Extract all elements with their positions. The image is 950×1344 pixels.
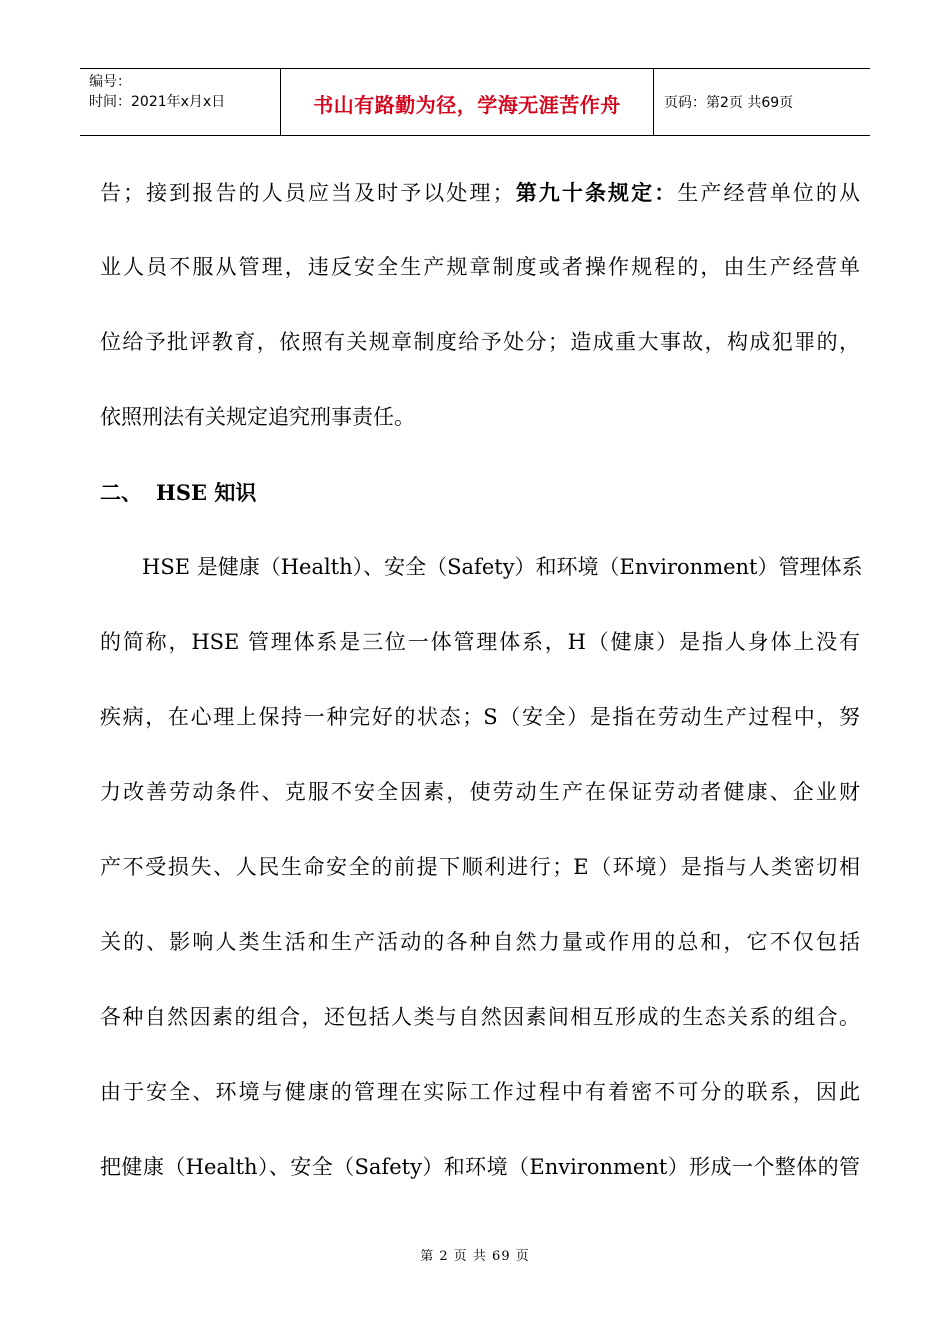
section-heading <box>100 455 860 530</box>
paragraph-line: 业人员不服从管理，违反安全生产规章制度或者操作规程的，由生产经营单 <box>100 255 860 279</box>
paragraph-line: 把健康（Health）、安全（Safety）和环境（Environment）形成一个整体的管 <box>100 1155 860 1179</box>
document-date-label: 时间：2021年x月x日 <box>89 94 226 110</box>
paragraph-line: 关的、影响人类生活和生产活动的各种自然力量或作用的总和，它不仅包括 <box>100 930 860 954</box>
paragraph-line <box>100 155 860 230</box>
header-page-cell <box>654 69 870 135</box>
document-body <box>100 155 863 1205</box>
paragraph-line: 依照刑法有关规定追究刑事责任。 <box>100 405 415 429</box>
header-page-info: 页码：第2页 共69页 <box>664 95 794 111</box>
paragraph-line: HSE 是健康（Health）、安全（Safety）和环境（Environment）管理体系 <box>142 555 863 579</box>
text-run: 告；接到报告的人员应当及时予以处理； <box>100 181 514 205</box>
header-motto-cell <box>281 69 654 135</box>
paragraph-line: 各种自然因素的组合，还包括人类与自然因素间相互形成的生态关系的组合。 <box>100 1005 860 1029</box>
header-meta-cell <box>80 69 281 135</box>
header-motto: 书山有路勤为径，学海无涯苦作舟 <box>313 92 621 117</box>
page-footer: 第 2 页 共 69 页 <box>420 1249 530 1264</box>
paragraph-line: 的简称，HSE 管理体系是三位一体管理体系，H（健康）是指人身体上没有 <box>100 630 860 654</box>
paragraph-line: 疾病，在心理上保持一种完好的状态；S（安全）是指在劳动生产过程中，努 <box>100 705 860 729</box>
paragraph-line: 位给予批评教育，依照有关规章制度给予处分；造成重大事故，构成犯罪的， <box>100 330 860 354</box>
paragraph-line: 由于安全、环境与健康的管理在实际工作过程中有着密不可分的联系，因此 <box>100 1080 860 1104</box>
article-ninety-label: 第九十条规定： <box>513 180 678 205</box>
paragraph-line: 产不受损失、人民生命安全的前提下顺利进行；E（环境）是指与人类密切相 <box>100 855 860 879</box>
text-run: 生产经营单位的从 <box>677 181 860 205</box>
section-title: HSE 知识 <box>156 480 257 505</box>
document-number-label: 编号： <box>89 74 131 90</box>
page-header <box>80 68 870 136</box>
section-number: 二、 <box>100 480 142 505</box>
paragraph-line: 力改善劳动条件、克服不安全因素，使劳动生产在保证劳动者健康、企业财 <box>100 780 860 804</box>
